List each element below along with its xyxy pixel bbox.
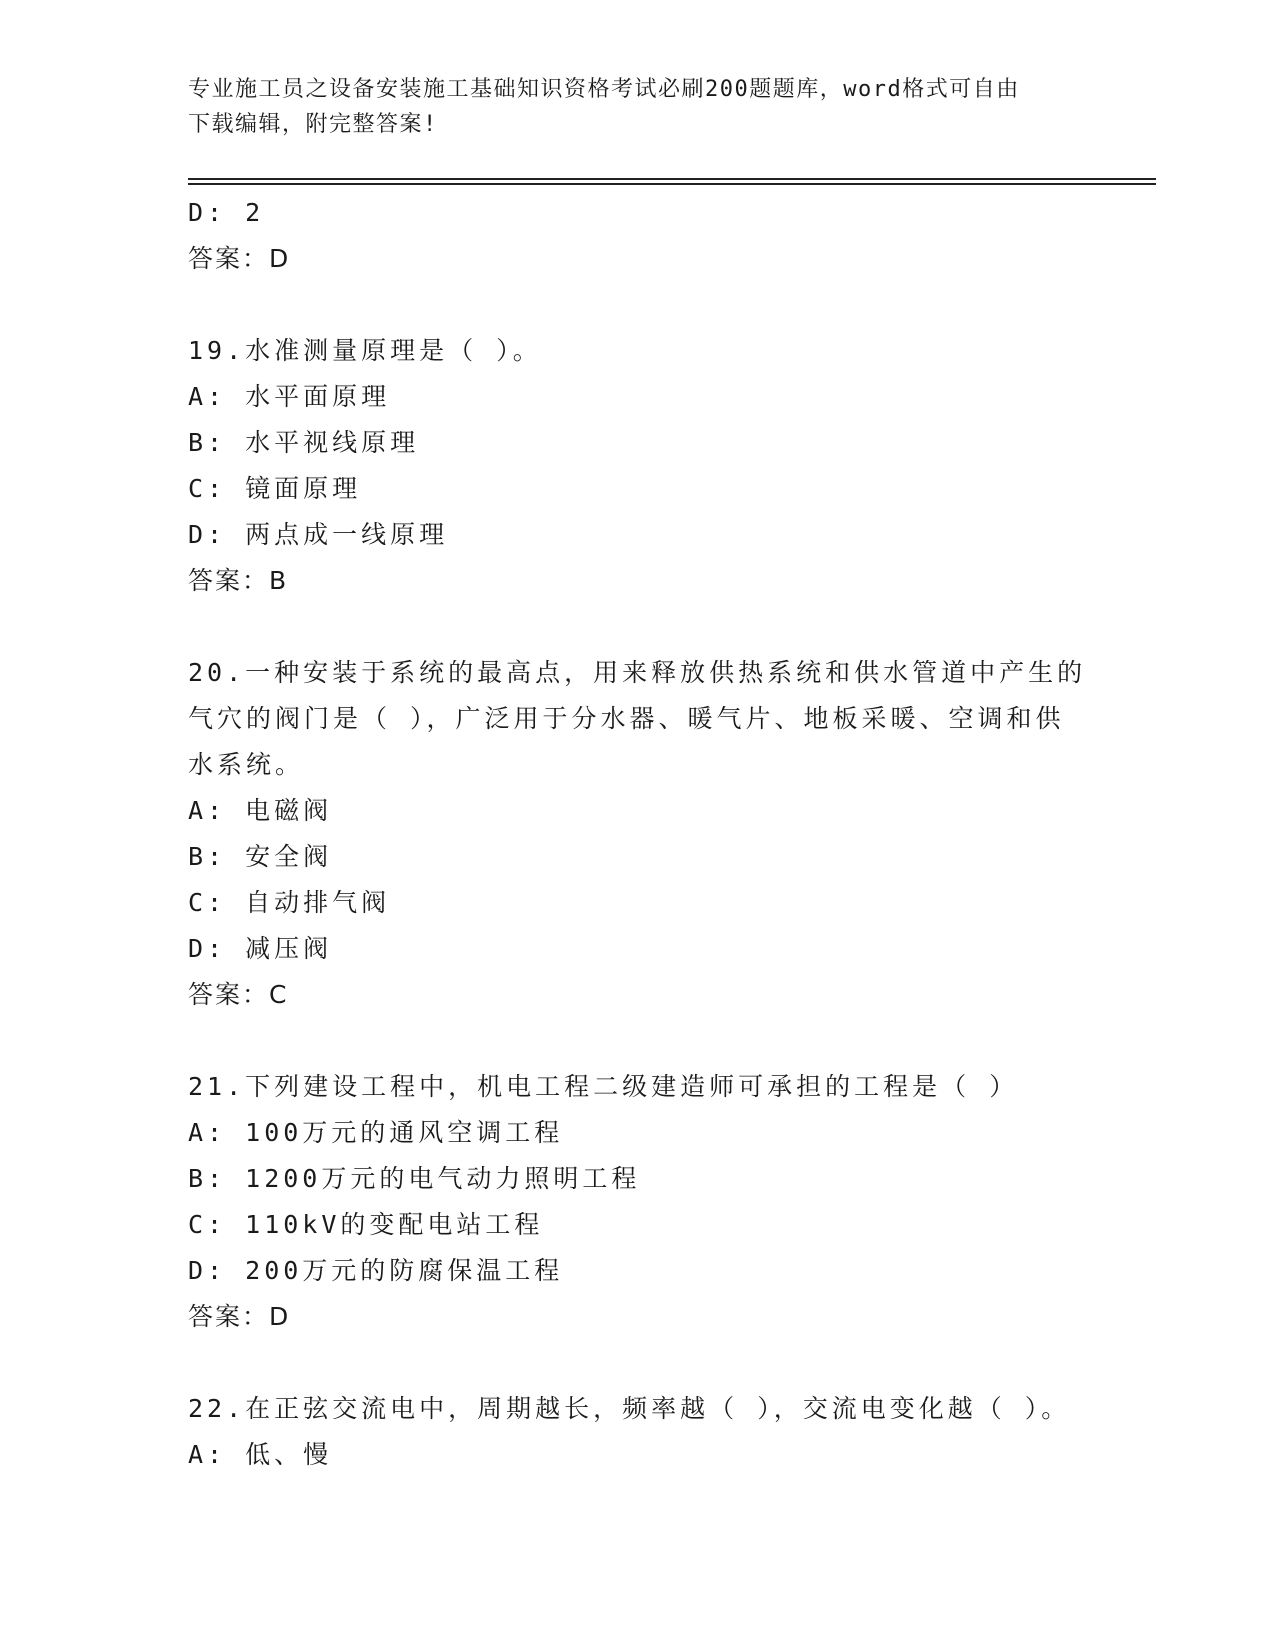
option-a: A: 100万元的通风空调工程: [188, 1118, 564, 1147]
option-c: C: 镜面原理: [188, 474, 362, 503]
option-d: D: 两点成一线原理: [188, 520, 449, 549]
spacer: [188, 1340, 1148, 1386]
option-d: D: 减压阀: [188, 934, 333, 963]
question-22: [188, 1386, 1148, 1478]
option-b: B: 1200万元的电气动力照明工程: [188, 1164, 641, 1193]
spacer: [188, 282, 1148, 328]
question-text-line-3: 水系统。: [188, 750, 305, 779]
question-text-line-1: 20.一种安装于系统的最高点，用来释放供热系统和供水管道中产生的: [188, 658, 1087, 687]
question-text-line-2: 气穴的阀门是（ ），广泛用于分水器、暖气片、地板采暖、空调和供: [188, 704, 1065, 733]
question-text: 22.在正弦交流电中，周期越长，频率越（ ），交流电变化越（ ）。: [188, 1394, 1071, 1423]
answer: 答案：C: [188, 980, 289, 1009]
header-divider-top: [188, 178, 1156, 180]
document-header: [188, 72, 1088, 142]
option-a: A: 水平面原理: [188, 382, 391, 411]
option-c: C: 110kV的变配电站工程: [188, 1210, 544, 1239]
option-a: A: 低、慢: [188, 1440, 333, 1469]
header-title-line-2: 下载编辑，附完整答案!: [188, 112, 438, 137]
question-content: [188, 190, 1148, 1478]
option-b: B: 安全阀: [188, 842, 333, 871]
question-21: [188, 1064, 1148, 1340]
question-20: [188, 650, 1148, 1018]
option-c: C: 自动排气阀: [188, 888, 391, 917]
option-a: A: 电磁阀: [188, 796, 333, 825]
question-text: 19.水准测量原理是（ ）。: [188, 336, 542, 365]
option-b: B: 水平视线原理: [188, 428, 420, 457]
header-title-line-1: 专业施工员之设备安装施工基础知识资格考试必刷200题题库，word格式可自由: [188, 77, 1020, 102]
question-19: [188, 328, 1148, 604]
question-18-tail: [188, 190, 1148, 282]
spacer: [188, 1018, 1148, 1064]
option-d: D: 200万元的防腐保温工程: [188, 1256, 564, 1285]
answer: 答案：D: [188, 1302, 291, 1331]
answer: 答案：B: [188, 566, 289, 595]
spacer: [188, 604, 1148, 650]
answer: 答案：D: [188, 244, 291, 273]
header-divider-bottom: [188, 183, 1156, 185]
option-d: D: 2: [188, 198, 265, 227]
question-text: 21.下列建设工程中，机电工程二级建造师可承担的工程是（ ）: [188, 1072, 1019, 1101]
